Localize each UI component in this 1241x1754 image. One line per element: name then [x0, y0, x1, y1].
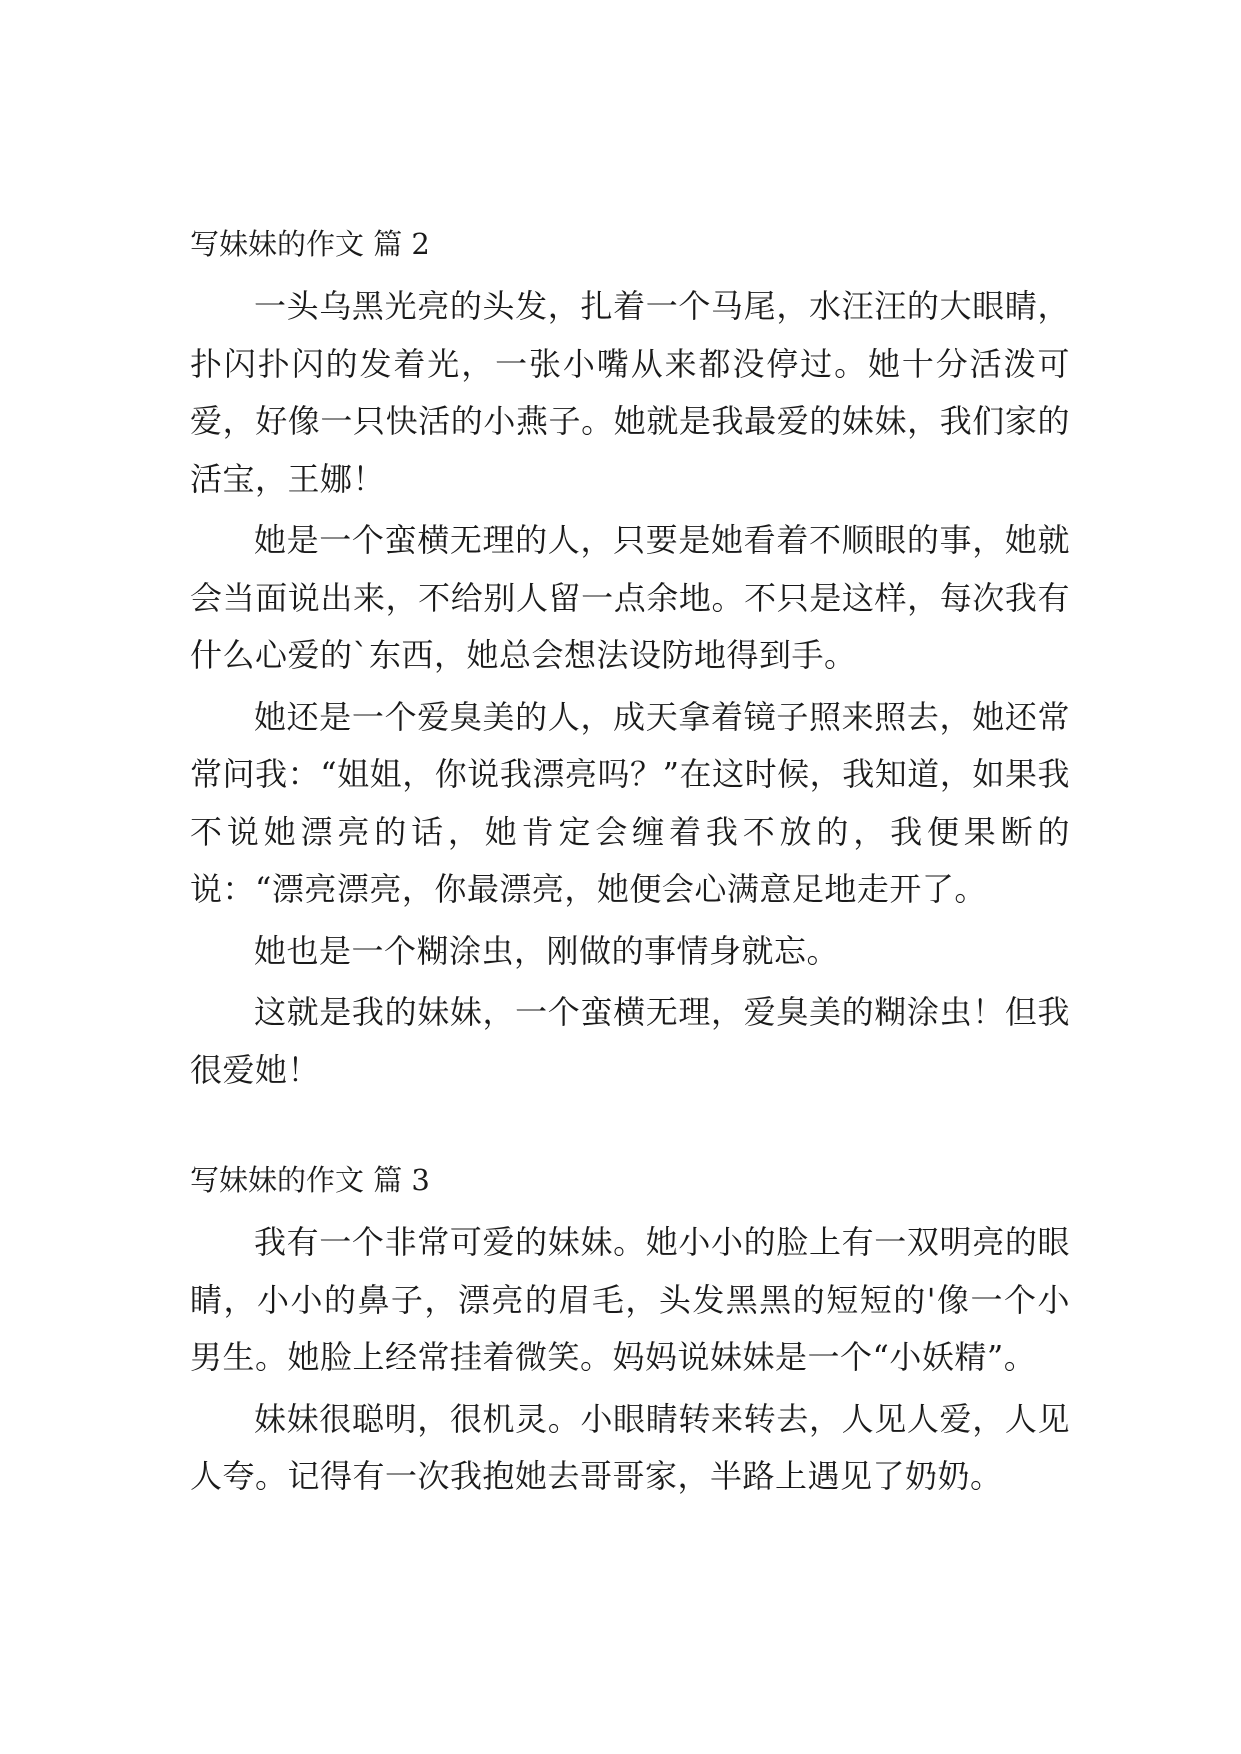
paragraph: 妹妹很聪明，很机灵。小眼睛转来转去，人见人爱，人见人夸。记得有一次我抱她去哥哥家，半路上遇见了奶奶。 — [190, 1399, 1070, 1495]
paragraph: 这就是我的妹妹，一个蛮横无理，爱臭美的糊涂虫！但我很爱她！ — [190, 993, 1070, 1089]
paragraph: 她也是一个糊涂虫，刚做的事情身就忘。 — [254, 931, 840, 970]
paragraph: 她是一个蛮横无理的人，只要是她看着不顺眼的事，她就会当面说出来，不给别人留一点余地。不只是这样，每次我有什么心爱的`东西，她总会想法设防地得到手。 — [190, 521, 1070, 674]
paragraph: 我有一个非常可爱的妹妹。她小小的脸上有一双明亮的眼睛，小小的鼻子，漂亮的眉毛，头发黑黑的短短的'像一个小男生。她脸上经常挂着微笑。妈妈说妹妹是一个“小妖精”。 — [190, 1223, 1070, 1376]
essay-section-3 — [190, 1160, 1070, 1510]
paragraph: 一头乌黑光亮的头发，扎着一个马尾，水汪汪的大眼睛，扑闪扑闪的发着光，一张小嘴从来都没停过。她十分活泼可爱，好像一只快活的小燕子。她就是我最爱的妹妹，我们家的活宝，王娜！ — [190, 287, 1070, 498]
essay-section-2 — [190, 224, 1070, 1103]
paragraph: 她还是一个爱臭美的人，成天拿着镜子照来照去，她还常常问我：“姐姐，你说我漂亮吗？”在这时候，我知道，如果我不说她漂亮的话，她肯定会缠着我不放的，我便果断的说：“漂亮漂亮，你最漂亮，她便会心满意足地走开了。 — [190, 697, 1070, 908]
section-title: 写妹妹的作文 篇 3 — [190, 1163, 430, 1197]
section-title: 写妹妹的作文 篇 2 — [190, 227, 430, 261]
